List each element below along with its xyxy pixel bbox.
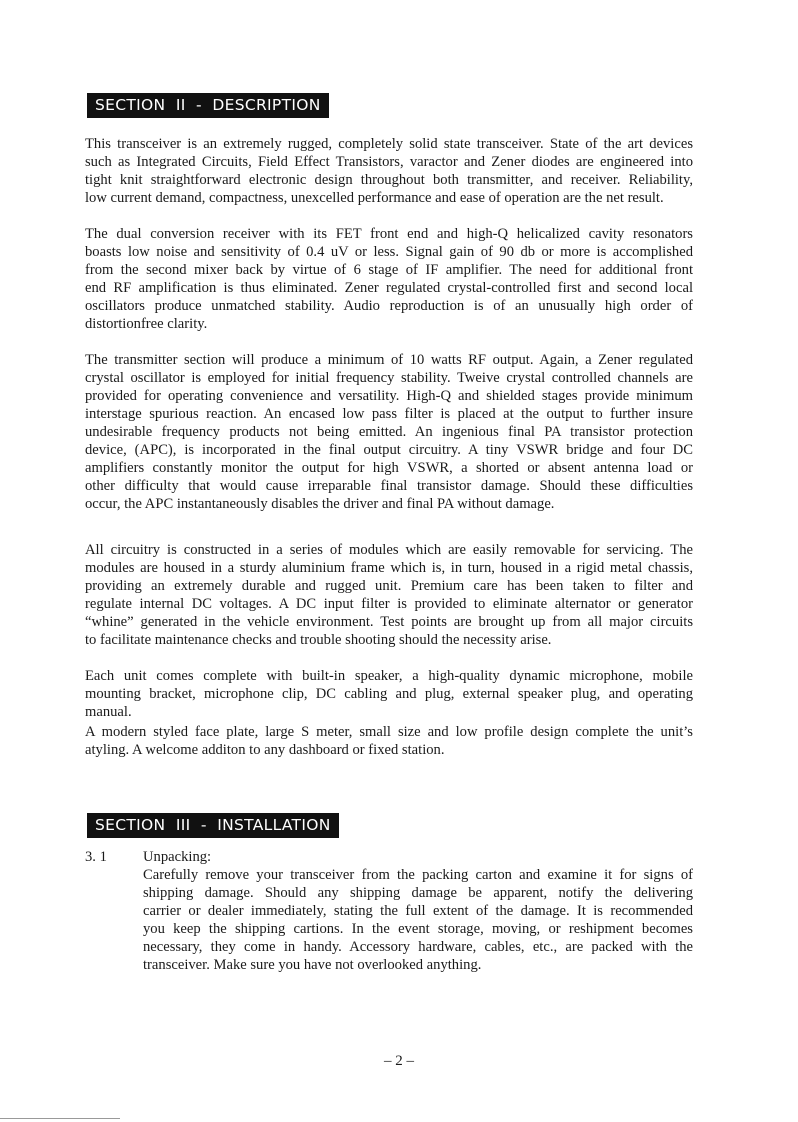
text-line: The dual conversion receiver with its FET front end and high-Q helicalized cavity resonators xyxy=(85,226,693,242)
text-line: provided for operating convenience and versatility. High-Q and shielded stages provide minimum xyxy=(85,388,693,404)
text-line: providing an extremely durable and rugged unit. Premium care has been taken to filter and xyxy=(85,578,693,594)
text-line: amplifiers constantly monitor the output for high VSWR, a shorted or absent antenna load or xyxy=(85,460,693,476)
text-line: tight knit straightforward electronic design throughout both transmitter, and receiver. Reliability, xyxy=(85,172,693,188)
text-line: boasts low noise and sensitivity of 0.4 uV or less. Signal gain of 90 db or more is accomplished xyxy=(85,244,693,260)
text-line: end RF amplification is thus eliminated. Zener regulated crystal-controlled first and second local xyxy=(85,280,693,296)
text-line: low current demand, compactness, unexcelled performance and ease of operation are the net result. xyxy=(85,190,664,206)
text-line: you keep the shipping cartions. In the event storage, moving, or reshipment becomes xyxy=(143,921,693,937)
text-line: All circuitry is constructed in a series of modules which are easily removable for servicing. The xyxy=(85,542,693,558)
text-line: crystal oscillator is employed for initial frequency stability. Tweive crystal controlled channels are xyxy=(85,370,693,386)
text-line: A modern styled face plate, large S meter, small size and low profile design complete the unit’s xyxy=(85,724,693,740)
text-line: shipping damage. Should any shipping damage be apparent, notify the delivering xyxy=(143,885,693,901)
text-line: to facilitate maintenance checks and trouble shooting should the necessity arise. xyxy=(85,632,552,648)
item-number: 3. 1 xyxy=(85,849,107,865)
text-line: transceiver. Make sure you have not overlooked anything. xyxy=(143,957,482,973)
item-body xyxy=(143,866,693,974)
text-line: Each unit comes complete with built-in speaker, a high-quality dynamic microphone, mobile xyxy=(85,668,693,684)
text-line: mounting bracket, microphone clip, DC cabling and plug, external speaker plug, and operating xyxy=(85,686,693,702)
text-line: carrier or dealer immediately, stating the full extent of the damage. It is recommended xyxy=(143,903,693,919)
paragraph xyxy=(85,667,693,721)
paragraph xyxy=(85,351,693,513)
page-number: – 2 – xyxy=(384,1053,414,1069)
text-line: from the second mixer back by virtue of 6 stage of IF amplifier. The need for additional front xyxy=(85,262,693,278)
text-line: device, (APC), is incorporated in the final output circuitry. A tiny VSWR bridge and four DC xyxy=(85,442,693,458)
item-title-text: Unpacking: xyxy=(143,849,212,865)
text-line: necessary, they come in handy. Accessory hardware, cables, etc., are packed with the xyxy=(143,939,693,955)
text-line: interstage spurious reaction. An encased low pass filter is placed at the output to further insure xyxy=(85,406,693,422)
text-line: Carefully remove your transceiver from the packing carton and examine it for signs of xyxy=(143,867,693,883)
text-line: atyling. A welcome additon to any dashboard or fixed station. xyxy=(85,742,445,758)
text-line: This transceiver is an extremely rugged, completely solid state transceiver. State of the art devices xyxy=(85,136,693,152)
section-heading-installation: SECTION III - INSTALLATION xyxy=(87,813,339,838)
text-line: regulate internal DC voltages. A DC input filter is provided to eliminate alternator or generator xyxy=(85,596,693,612)
paragraph xyxy=(85,541,693,649)
text-line: other difficulty that would cause irreparable final transistor damage. Should these difficulties xyxy=(85,478,693,494)
text-line: distortionfree clarity. xyxy=(85,316,208,332)
text-line: oscillators produce unmatched stability. Audio reproduction is of an unusually high order of xyxy=(85,298,693,314)
text-line: such as Integrated Circuits, Field Effect Transistors, varactor and Zener diodes are engineered into xyxy=(85,154,693,170)
paragraph xyxy=(85,225,693,333)
text-line: undesirable frequency products not being emitted. An ingenious final PA transistor protection xyxy=(85,424,693,440)
text-line: modules are housed in a sturdy aluminium frame which is, in turn, housed in a rigid metal chassis, xyxy=(85,560,693,576)
paragraph xyxy=(85,135,693,207)
section-heading-description: SECTION II - DESCRIPTION xyxy=(87,93,329,118)
paragraph xyxy=(85,723,693,759)
text-line: “whine” generated in the vehicle environment. Test points are brought up from all major circuits xyxy=(85,614,693,630)
footer-rule xyxy=(0,1118,120,1119)
text-line: occur, the APC instantaneously disables the driver and final PA without damage. xyxy=(85,496,555,512)
text-line: The transmitter section will produce a minimum of 10 watts RF output. Again, a Zener regulated xyxy=(85,352,693,368)
text-line: manual. xyxy=(85,704,132,720)
item-title xyxy=(143,848,693,866)
